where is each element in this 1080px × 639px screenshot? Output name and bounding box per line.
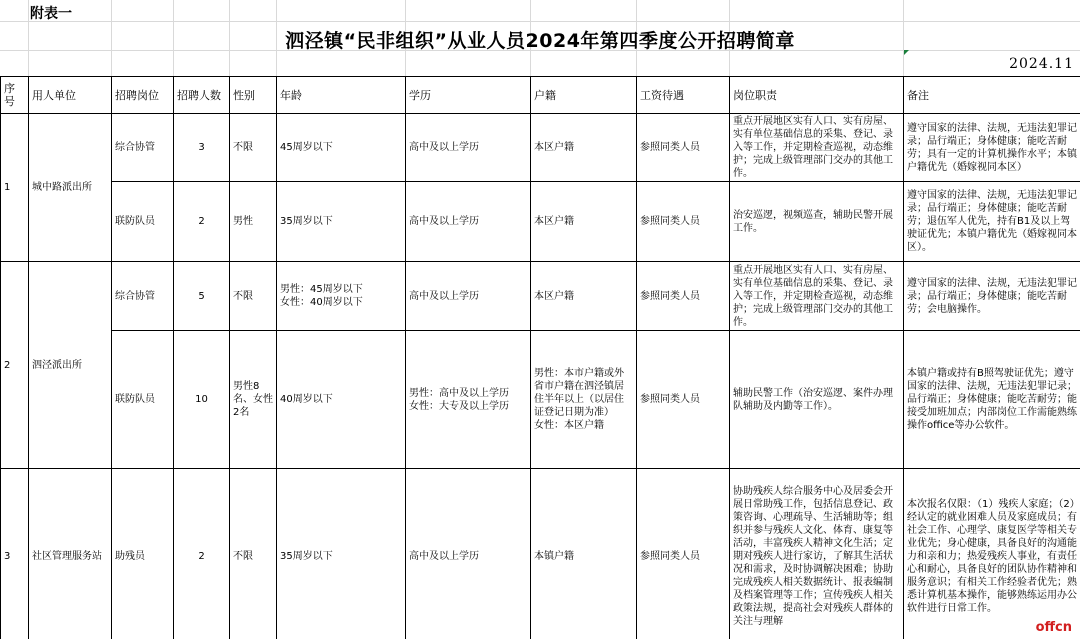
salary-cell[interactable]: 参照同类人员: [637, 262, 730, 331]
header-salary[interactable]: 工资待遇: [637, 77, 730, 114]
table-row: [1, 331, 1080, 469]
gender-cell[interactable]: 不限: [230, 469, 277, 639]
age-cell[interactable]: 45周岁以下: [277, 114, 406, 182]
duty-cell[interactable]: 辅助民警工作（治安巡逻、案件办理队辅助及内勤等工作）。: [730, 331, 904, 469]
header-count[interactable]: 招聘人数: [174, 77, 230, 114]
grid-line: [0, 21, 1080, 22]
header-row: [1, 77, 1080, 114]
position-cell[interactable]: 联防队员: [112, 331, 174, 469]
age-cell[interactable]: 男性：45周岁以下 女性：40周岁以下: [277, 262, 406, 331]
duty-cell[interactable]: 协助残疾人综合服务中心及居委会开展日常助残工作，包括信息登记、政策咨询、心理疏导、生活辅助等；组织并参与残疾人文化、体育、康复等活动，丰富残疾人精神文化生活；定期对残疾人进行家访，了解其生活状况和需求，及时协调解决困难；协助完成残疾人相关数据统计、报表编制及档案管理等工作；宣传残疾人相关政策法规，提高社会对残疾人群体的关注与理解: [730, 469, 904, 639]
table-row: [1, 262, 1080, 331]
salary-cell[interactable]: 参照同类人员: [637, 331, 730, 469]
header-seq[interactable]: 序号: [1, 77, 29, 114]
header-education[interactable]: 学历: [406, 77, 531, 114]
issue-date[interactable]: 2024.11: [1009, 56, 1074, 72]
position-cell[interactable]: 综合协管: [112, 114, 174, 182]
gender-cell[interactable]: 不限: [230, 114, 277, 182]
note-cell[interactable]: 遵守国家的法律、法规，无违法犯罪记录；品行端正；身体健康；能吃苦耐劳；具有一定的计算机操作水平；本镇户籍优先（婚嫁视同本区）: [904, 114, 1080, 182]
unit-name-cell[interactable]: 泗泾派出所: [29, 262, 112, 469]
hukou-cell[interactable]: 男性：本市户籍或外省市户籍在泗泾镇居住半年以上（以居住证登记日期为准） 女性：本区户籍: [531, 331, 637, 469]
unit-seq-cell[interactable]: 1: [1, 114, 29, 262]
unit-seq-cell[interactable]: 2: [1, 262, 29, 469]
position-cell[interactable]: 联防队员: [112, 182, 174, 262]
table-row: [1, 114, 1080, 182]
count-cell[interactable]: 3: [174, 114, 230, 182]
header-note[interactable]: 备注: [904, 77, 1080, 114]
count-cell[interactable]: 5: [174, 262, 230, 331]
education-cell[interactable]: 高中及以上学历: [406, 262, 531, 331]
header-duty[interactable]: 岗位职责: [730, 77, 904, 114]
table-row: [1, 182, 1080, 262]
header-position[interactable]: 招聘岗位: [112, 77, 174, 114]
header-unit[interactable]: 用人单位: [29, 77, 112, 114]
count-cell[interactable]: 2: [174, 182, 230, 262]
salary-cell[interactable]: 参照同类人员: [637, 114, 730, 182]
hukou-cell[interactable]: 本镇户籍: [531, 469, 637, 639]
unit-name-cell[interactable]: 城中路派出所: [29, 114, 112, 262]
education-cell[interactable]: 高中及以上学历: [406, 182, 531, 262]
age-cell[interactable]: 40周岁以下: [277, 331, 406, 469]
unit-name-cell[interactable]: 社区管理服务站: [29, 469, 112, 639]
unit-seq-cell[interactable]: 3: [1, 469, 29, 639]
watermark-logo: offcn: [1035, 620, 1072, 635]
duty-cell[interactable]: 重点开展地区实有人口、实有房屋、实有单位基础信息的采集、登记、录入等工作，并定期检查巡视，动态维护；完成上级管理部门交办的其他工作。: [730, 114, 904, 182]
hukou-cell[interactable]: 本区户籍: [531, 114, 637, 182]
gender-cell[interactable]: 男性8名、女性2名: [230, 331, 277, 469]
education-cell[interactable]: 高中及以上学历: [406, 114, 531, 182]
education-cell[interactable]: 高中及以上学历: [406, 469, 531, 639]
count-cell[interactable]: 2: [174, 469, 230, 639]
age-cell[interactable]: 35周岁以下: [277, 182, 406, 262]
appendix-label[interactable]: 附表一: [30, 6, 72, 22]
position-cell[interactable]: 助残员: [112, 469, 174, 639]
position-cell[interactable]: 综合协管: [112, 262, 174, 331]
education-cell[interactable]: 男性：高中及以上学历 女性：大专及以上学历: [406, 331, 531, 469]
age-cell[interactable]: 35周岁以下: [277, 469, 406, 639]
duty-cell[interactable]: 重点开展地区实有人口、实有房屋、实有单位基础信息的采集、登记、录入等工作，并定期检查巡视，动态维护；完成上级管理部门交办的其他工作。: [730, 262, 904, 331]
note-cell[interactable]: 本次报名仅限：（1）残疾人家庭；（2）经认定的就业困难人员及家庭成员；有社会工作、心理学、康复医学等相关专业优先；身心健康，具备良好的沟通能力和亲和力；热爱残疾人事业，有责任心和耐心，具备良好的团队协作精神和服务意识；有相关工作经验者优先；熟悉计算机基本操作，能够熟练运用办公软件进行日常工作。: [904, 469, 1080, 639]
note-cell[interactable]: 遵守国家的法律、法规，无违法犯罪记录；品行端正；身体健康；能吃苦耐劳；退伍军人优先，持有B1及以上驾驶证优先；本镇户籍优先（婚嫁视同本区）。: [904, 182, 1080, 262]
table-row: [1, 469, 1080, 639]
header-gender[interactable]: 性别: [230, 77, 277, 114]
gender-cell[interactable]: 不限: [230, 262, 277, 331]
header-age[interactable]: 年龄: [277, 77, 406, 114]
salary-cell[interactable]: 参照同类人员: [637, 469, 730, 639]
header-hukou[interactable]: 户籍: [531, 77, 637, 114]
page-title[interactable]: 泗泾镇“民非组织”从业人员2024年第四季度公开招聘简章: [285, 30, 795, 52]
note-cell[interactable]: 遵守国家的法律、法规，无违法犯罪记录；品行端正；身体健康；能吃苦耐劳；会电脑操作。: [904, 262, 1080, 331]
gender-cell[interactable]: 男性: [230, 182, 277, 262]
note-cell[interactable]: 本镇户籍或持有B照驾驶证优先；遵守国家的法律、法规，无违法犯罪记录；品行端正；身体健康；能吃苦耐劳；能接受加班加点；内部岗位工作需能熟练操作office等办公软件。: [904, 331, 1080, 469]
count-cell[interactable]: 10: [174, 331, 230, 469]
cell-comment-marker: [904, 50, 909, 55]
duty-cell[interactable]: 治安巡逻，视频巡查，辅助民警开展工作。: [730, 182, 904, 262]
hukou-cell[interactable]: 本区户籍: [531, 182, 637, 262]
hukou-cell[interactable]: 本区户籍: [531, 262, 637, 331]
salary-cell[interactable]: 参照同类人员: [637, 182, 730, 262]
recruitment-table: [0, 76, 1080, 639]
